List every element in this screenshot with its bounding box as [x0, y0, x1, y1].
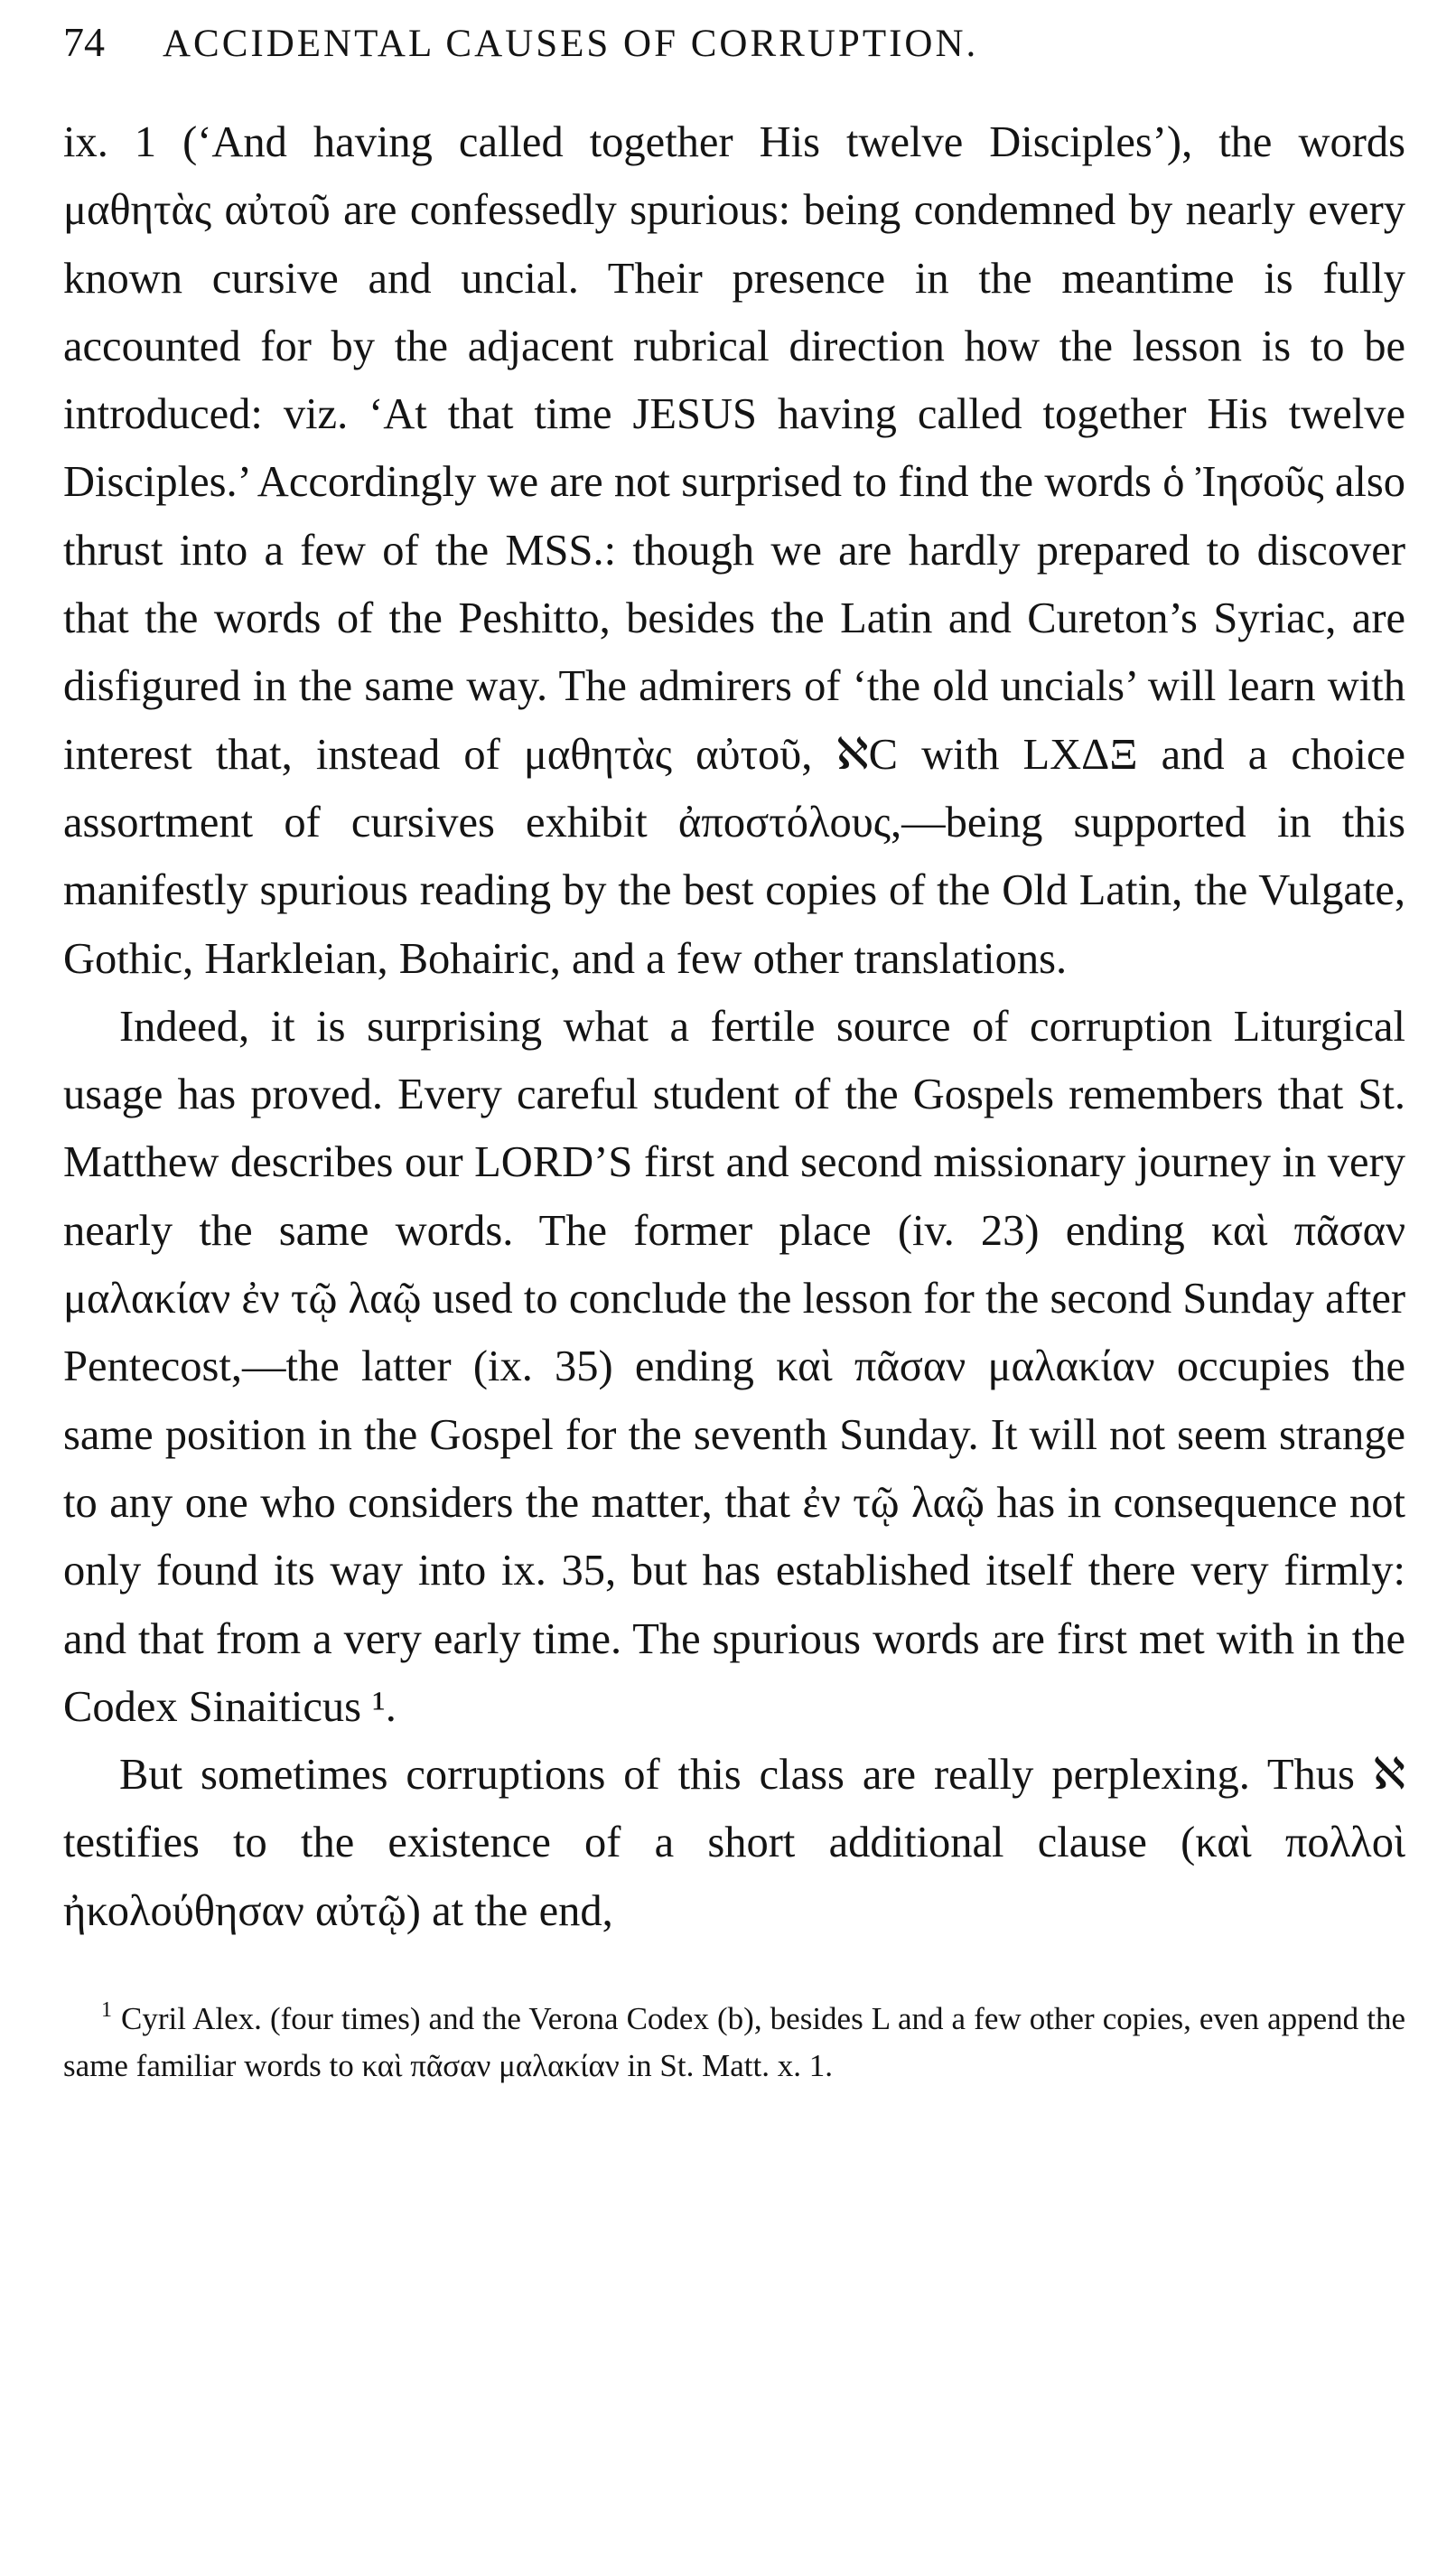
body-text: [63, 108, 1405, 1945]
running-head: [63, 18, 1405, 90]
footnote-1: [63, 1987, 1405, 2090]
paragraph-3: But sometimes corruptions of this class are really perplexing. Thus ℵ testifies to the existence of a short additional clause (καὶ πολλοὶ ἠκολούθησαν αὐτῷ) at the end,: [63, 1751, 1405, 1935]
footnotes: [63, 1987, 1405, 2090]
page-number: 74: [63, 19, 105, 65]
paragraph-1: ix. 1 (‘And having called together His twelve Disciples’), the words μαθητὰς αὐτοῦ are confessedly spurious: being condemned by nearly every known cursive and uncial. Their presence in the meantime is fully accounted for by the adjacent rubrical direction how the lesson is to be introduced: viz. ‘At that time JESUS having called together His twelve Disciples.’ Accordingly we are not surprised to find the words ὁ Ἰησοῦς also thrust into a few of the MSS.: though we are hardly prepared to discover that the words of the Peshitto, besides the Latin and Cureton’s Syriac, are disfigured in the same way. The admirers of ‘the old uncials’ will learn with interest that, instead of μαθητὰς αὐτοῦ, ℵC with LXΔΞ and a choice assortment of cursives exhibit ἀποστόλους,—being supported in this manifestly spurious reading by the best copies of the Old Latin, the Vulgate, Gothic, Harkleian, Bohairic, and a few other translations.: [63, 118, 1405, 983]
running-title: ACCIDENTAL CAUSES OF CORRUPTION.: [163, 23, 979, 65]
footnote-marker: 1: [101, 1998, 112, 2023]
footnote-text: Cyril Alex. (four times) and the Verona Codex (b), besides L and a few other copies, even append the same familiar words to καὶ πᾶσαν μαλακίαν in St. Matt. x. 1.: [63, 2001, 1405, 2084]
book-page: [63, 18, 1405, 2090]
paragraph-2: Indeed, it is surprising what a fertile source of corruption Liturgical usage has proved. Every careful student of the Gospels remembers that St. Matthew describes our LORD’S first and second missionary journey in very nearly the same words. The former place (iv. 23) ending καὶ πᾶσαν μαλακίαν ἐν τῷ λαῷ used to conclude the lesson for the second Sunday after Pentecost,—the latter (ix. 35) ending καὶ πᾶσαν μαλακίαν occupies the same position in the Gospel for the seventh Sunday. It will not seem strange to any one who considers the matter, that ἐν τῷ λαῷ has in consequence not only found its way into ix. 35, but has established itself there very firmly: and that from a very early time. The spurious words are first met with in the Codex Sinaiticus ¹.: [63, 1002, 1405, 1731]
